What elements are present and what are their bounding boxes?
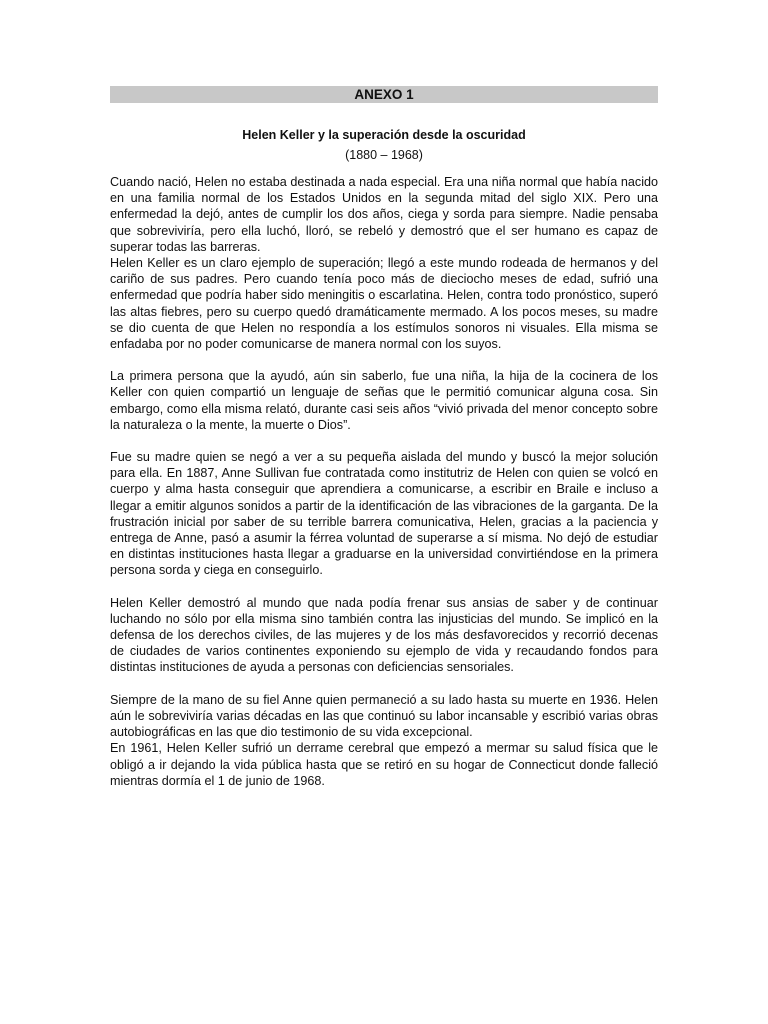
paragraph-later-life: Siempre de la mano de su fiel Anne quien permaneció a su lado hasta su muerte en 1936. Helen aún le sobreviviría varias décadas en las que continuó su labor incansable y escribió varias obras autobiográficas en las que dio testimonio de su vida excepcional. — [110, 692, 658, 740]
paragraph-death: En 1961, Helen Keller sufrió un derrame cerebral que empezó a mermar su salud física que le obligó a ir dejando la vida pública hasta que se retiró en su hogar de Connecticut donde falleció mientras dormía el 1 de junio de 1968. — [110, 741, 658, 788]
document-page — [110, 86, 658, 789]
paragraph-anne-sullivan: Fue su madre quien se negó a ver a su pequeña aislada del mundo y buscó la mejor solución para ella. En 1887, Anne Sullivan fue contratada como institutriz de Helen con quien se volcó en cuerpo y alma hasta conseguir que aprendiera a comunicarse, a escribir en Braile e incluso a llegar a emitir algunos sonidos a partir de la identificación de las vibraciones de la garganta. De la frustración inicial por saber de su terrible barrera comunicativa, Helen, gracias a la paciencia y entrega de Anne, pasó a asumir la férrea voluntad de superarse a sí misma. No dejó de estudiar en distintas instituciones hasta llegar a graduarse en la universidad convirtiéndose en la primera persona sorda y ciega en conseguirlo. — [110, 450, 658, 578]
annex-header: ANEXO 1 — [110, 86, 658, 103]
document-title: Helen Keller y la superación desde la oscuridad — [242, 128, 526, 142]
paragraph-illness: Helen Keller es un claro ejemplo de superación; llegó a este mundo rodeada de hermanos y del cariño de sus padres. Pero cuando tenía poco más de dieciocho meses de edad, sufrió una enfermedad que podría haber sido meningitis o escarlatina. Helen, contra todo pronóstico, superó las altas fiebres, pero su cuerpo quedó dramáticamente mermado. A los pocos meses, su madre se dio cuenta de que Helen no respondía a los estímulos sonoros ni visuales. Ella misma se enfadaba por no poder comunicarse de manera normal con los suyos. — [110, 256, 658, 352]
document-dates: (1880 – 1968) — [345, 148, 423, 162]
paragraph-activism: Helen Keller demostró al mundo que nada podía frenar sus ansias de saber y de continuar luchando no sólo por ella misma sino también contra las injusticias del mundo. Se implicó en la defensa de los derechos civiles, de las mujeres y de los más desfavorecidos y recorrió decenas de ciudades de varios continentes exponiendo su ejemplo de vida y recaudando fondos para distintas instituciones de ayuda a personas con deficiencias sensoriales. — [110, 595, 658, 675]
paragraph-birth: Cuando nació, Helen no estaba destinada a nada especial. Era una niña normal que había nacido en una familia normal de los Estados Unidos en la segunda mitad del siglo XIX. Pero una enfermedad la dejó, antes de cumplir los dos años, ciega y sorda para siempre. Nadie pensaba que sobreviviría, pero ella luchó, lloró, se rebeló y demostró que el ser humano es capaz de superar todas las barreras. — [110, 175, 658, 254]
paragraph-first-helper: La primera persona que la ayudó, aún sin saberlo, fue una niña, la hija de la cocinera de los Keller con quien compartió un lenguaje de señas que le permitió comunicar alguna cosa. Sin embargo, como ella misma relató, durante casi seis años “vivió privada del menor concepto sobre la naturaleza o la mente, la muerte o Dios”. — [110, 369, 658, 432]
